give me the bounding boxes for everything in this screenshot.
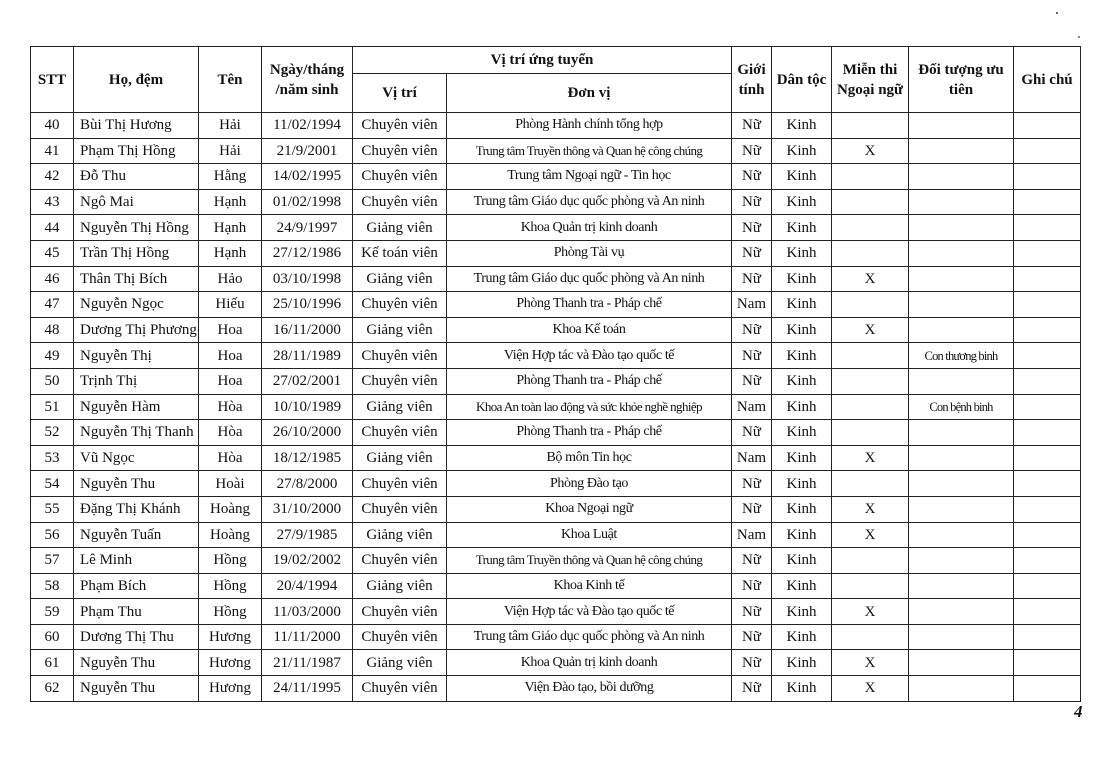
header-vi-tri-ung-tuyen: Vị trí ứng tuyển [353, 47, 732, 74]
cell-ghi-chu [1014, 445, 1081, 471]
table-row [31, 266, 1081, 292]
cell-don-vi: Trung tâm Truyền thông và Quan hệ công chúng [447, 548, 732, 574]
cell-vi-tri: Chuyên viên [353, 368, 447, 394]
cell-mien-thi: X [832, 138, 909, 164]
cell-doi-tuong [909, 624, 1014, 650]
header-stt: STT [31, 47, 74, 113]
table-row [31, 164, 1081, 190]
cell-ten: Hồng [199, 548, 262, 574]
cell-gioi-tinh: Nam [732, 292, 772, 318]
cell-vi-tri: Chuyên viên [353, 292, 447, 318]
cell-ngay-sinh: 21/9/2001 [262, 138, 353, 164]
cell-ho-dem: Nguyễn Ngọc [74, 292, 199, 318]
cell-mien-thi: X [832, 496, 909, 522]
cell-ngay-sinh: 03/10/1998 [262, 266, 353, 292]
cell-mien-thi: X [832, 266, 909, 292]
cell-don-vi: Viện Hợp tác và Đào tạo quốc tế [447, 599, 732, 625]
cell-vi-tri: Chuyên viên [353, 471, 447, 497]
cell-doi-tuong: Con thương binh [909, 343, 1014, 369]
cell-ngay-sinh: 27/02/2001 [262, 368, 353, 394]
cell-dan-toc: Kinh [772, 343, 832, 369]
cell-ghi-chu [1014, 138, 1081, 164]
cell-ngay-sinh: 11/03/2000 [262, 599, 353, 625]
cell-ghi-chu [1014, 240, 1081, 266]
cell-ho-dem: Đặng Thị Khánh [74, 496, 199, 522]
cell-stt: 55 [31, 496, 74, 522]
table-row [31, 113, 1081, 139]
table-row [31, 240, 1081, 266]
cell-mien-thi [832, 189, 909, 215]
cell-ho-dem: Nguyễn Thu [74, 676, 199, 702]
cell-doi-tuong [909, 266, 1014, 292]
cell-gioi-tinh: Nữ [732, 368, 772, 394]
cell-ngay-sinh: 21/11/1987 [262, 650, 353, 676]
header-mien-thi: Miễn thi Ngoại ngữ [832, 47, 909, 113]
cell-ngay-sinh: 19/02/2002 [262, 548, 353, 574]
table-row [31, 650, 1081, 676]
cell-vi-tri: Giảng viên [353, 266, 447, 292]
cell-ngay-sinh: 20/4/1994 [262, 573, 353, 599]
cell-don-vi: Phòng Hành chính tổng hợp [447, 113, 732, 139]
table-row [31, 522, 1081, 548]
cell-gioi-tinh: Nữ [732, 650, 772, 676]
table-row [31, 317, 1081, 343]
cell-ngay-sinh: 14/02/1995 [262, 164, 353, 190]
cell-ngay-sinh: 26/10/2000 [262, 420, 353, 446]
cell-ghi-chu [1014, 113, 1081, 139]
cell-don-vi: Phòng Thanh tra - Pháp chế [447, 420, 732, 446]
cell-doi-tuong: Con bệnh binh [909, 394, 1014, 420]
cell-ten: Hòa [199, 420, 262, 446]
cell-stt: 58 [31, 573, 74, 599]
cell-gioi-tinh: Nữ [732, 624, 772, 650]
cell-ten: Hương [199, 624, 262, 650]
cell-stt: 56 [31, 522, 74, 548]
cell-dan-toc: Kinh [772, 138, 832, 164]
cell-don-vi: Khoa Luật [447, 522, 732, 548]
cell-don-vi: Trung tâm Giáo dục quốc phòng và An ninh [447, 624, 732, 650]
cell-dan-toc: Kinh [772, 573, 832, 599]
cell-stt: 62 [31, 676, 74, 702]
cell-ho-dem: Dương Thị Phương [74, 317, 199, 343]
cell-gioi-tinh: Nữ [732, 573, 772, 599]
cell-mien-thi [832, 215, 909, 241]
scan-speck [1078, 36, 1080, 38]
cell-vi-tri: Giảng viên [353, 215, 447, 241]
cell-gioi-tinh: Nam [732, 394, 772, 420]
cell-mien-thi: X [832, 522, 909, 548]
table-row [31, 445, 1081, 471]
cell-ho-dem: Lê Minh [74, 548, 199, 574]
cell-don-vi: Trung tâm Giáo dục quốc phòng và An ninh [447, 266, 732, 292]
cell-don-vi: Viện Đào tạo, bồi dưỡng [447, 676, 732, 702]
cell-vi-tri: Giảng viên [353, 573, 447, 599]
cell-stt: 41 [31, 138, 74, 164]
cell-ngay-sinh: 01/02/1998 [262, 189, 353, 215]
cell-vi-tri: Chuyên viên [353, 138, 447, 164]
cell-ho-dem: Phạm Thu [74, 599, 199, 625]
cell-dan-toc: Kinh [772, 240, 832, 266]
cell-doi-tuong [909, 599, 1014, 625]
cell-gioi-tinh: Nữ [732, 599, 772, 625]
cell-stt: 50 [31, 368, 74, 394]
cell-dan-toc: Kinh [772, 189, 832, 215]
cell-ten: Hảo [199, 266, 262, 292]
cell-dan-toc: Kinh [772, 317, 832, 343]
cell-ho-dem: Nguyễn Thu [74, 650, 199, 676]
cell-doi-tuong [909, 164, 1014, 190]
cell-mien-thi [832, 420, 909, 446]
cell-dan-toc: Kinh [772, 368, 832, 394]
cell-dan-toc: Kinh [772, 599, 832, 625]
header-ngay-sinh: Ngày/tháng /năm sinh [262, 47, 353, 113]
cell-stt: 57 [31, 548, 74, 574]
cell-ghi-chu [1014, 573, 1081, 599]
cell-ghi-chu [1014, 368, 1081, 394]
cell-mien-thi: X [832, 445, 909, 471]
cell-ho-dem: Nguyễn Thị Hồng [74, 215, 199, 241]
cell-ghi-chu [1014, 164, 1081, 190]
table-row [31, 496, 1081, 522]
cell-ho-dem: Trần Thị Hồng [74, 240, 199, 266]
cell-mien-thi [832, 624, 909, 650]
cell-dan-toc: Kinh [772, 496, 832, 522]
cell-ngay-sinh: 24/9/1997 [262, 215, 353, 241]
cell-don-vi: Khoa Quản trị kinh doanh [447, 215, 732, 241]
cell-gioi-tinh: Nữ [732, 266, 772, 292]
cell-ghi-chu [1014, 471, 1081, 497]
cell-vi-tri: Chuyên viên [353, 420, 447, 446]
cell-ho-dem: Nguyễn Thị [74, 343, 199, 369]
cell-don-vi: Khoa Kinh tế [447, 573, 732, 599]
cell-doi-tuong [909, 676, 1014, 702]
cell-doi-tuong [909, 368, 1014, 394]
cell-gioi-tinh: Nữ [732, 343, 772, 369]
cell-vi-tri: Chuyên viên [353, 548, 447, 574]
cell-ho-dem: Nguyễn Hàm [74, 394, 199, 420]
cell-stt: 61 [31, 650, 74, 676]
cell-vi-tri: Chuyên viên [353, 624, 447, 650]
cell-stt: 47 [31, 292, 74, 318]
cell-ten: Hạnh [199, 189, 262, 215]
cell-doi-tuong [909, 317, 1014, 343]
cell-mien-thi [832, 368, 909, 394]
cell-stt: 46 [31, 266, 74, 292]
cell-don-vi: Phòng Thanh tra - Pháp chế [447, 368, 732, 394]
cell-doi-tuong [909, 445, 1014, 471]
cell-stt: 60 [31, 624, 74, 650]
cell-gioi-tinh: Nữ [732, 113, 772, 139]
page-number: 4 [1074, 702, 1083, 721]
cell-ghi-chu [1014, 420, 1081, 446]
cell-gioi-tinh: Nữ [732, 138, 772, 164]
table-row [31, 138, 1081, 164]
cell-mien-thi: X [832, 676, 909, 702]
cell-vi-tri: Chuyên viên [353, 164, 447, 190]
cell-ngay-sinh: 24/11/1995 [262, 676, 353, 702]
cell-mien-thi [832, 292, 909, 318]
cell-mien-thi [832, 164, 909, 190]
cell-vi-tri: Chuyên viên [353, 189, 447, 215]
cell-stt: 52 [31, 420, 74, 446]
cell-stt: 43 [31, 189, 74, 215]
header-doi-tuong: Đối tượng ưu tiên [909, 47, 1014, 113]
cell-stt: 51 [31, 394, 74, 420]
cell-don-vi: Phòng Thanh tra - Pháp chế [447, 292, 732, 318]
table-row [31, 471, 1081, 497]
cell-vi-tri: Giảng viên [353, 522, 447, 548]
cell-ghi-chu [1014, 266, 1081, 292]
cell-vi-tri: Chuyên viên [353, 113, 447, 139]
cell-gioi-tinh: Nữ [732, 471, 772, 497]
candidate-table [30, 46, 1081, 702]
cell-dan-toc: Kinh [772, 676, 832, 702]
cell-dan-toc: Kinh [772, 445, 832, 471]
cell-ngay-sinh: 11/02/1994 [262, 113, 353, 139]
header-dan-toc: Dân tộc [772, 47, 832, 113]
cell-dan-toc: Kinh [772, 548, 832, 574]
cell-ghi-chu [1014, 496, 1081, 522]
cell-ten: Hồng [199, 573, 262, 599]
cell-doi-tuong [909, 292, 1014, 318]
scan-speck [1056, 12, 1058, 14]
cell-ho-dem: Nguyễn Thu [74, 471, 199, 497]
cell-ghi-chu [1014, 599, 1081, 625]
cell-don-vi: Bộ môn Tin học [447, 445, 732, 471]
cell-stt: 54 [31, 471, 74, 497]
cell-gioi-tinh: Nữ [732, 189, 772, 215]
cell-ten: Hạnh [199, 215, 262, 241]
table-row [31, 548, 1081, 574]
cell-stt: 40 [31, 113, 74, 139]
table-row [31, 368, 1081, 394]
table-row [31, 394, 1081, 420]
cell-gioi-tinh: Nữ [732, 420, 772, 446]
cell-doi-tuong [909, 548, 1014, 574]
cell-ten: Hòa [199, 445, 262, 471]
cell-ten: Hương [199, 650, 262, 676]
cell-don-vi: Phòng Tài vụ [447, 240, 732, 266]
cell-don-vi: Khoa Quản trị kinh doanh [447, 650, 732, 676]
cell-ghi-chu [1014, 522, 1081, 548]
cell-ho-dem: Đỗ Thu [74, 164, 199, 190]
cell-ghi-chu [1014, 676, 1081, 702]
cell-vi-tri: Giảng viên [353, 394, 447, 420]
cell-ten: Hoàng [199, 522, 262, 548]
cell-ho-dem: Trịnh Thị [74, 368, 199, 394]
cell-gioi-tinh: Nam [732, 445, 772, 471]
table-row [31, 624, 1081, 650]
cell-doi-tuong [909, 573, 1014, 599]
cell-gioi-tinh: Nữ [732, 496, 772, 522]
cell-dan-toc: Kinh [772, 522, 832, 548]
cell-stt: 59 [31, 599, 74, 625]
cell-gioi-tinh: Nữ [732, 164, 772, 190]
cell-doi-tuong [909, 215, 1014, 241]
cell-mien-thi [832, 240, 909, 266]
cell-mien-thi: X [832, 650, 909, 676]
cell-ngay-sinh: 16/11/2000 [262, 317, 353, 343]
cell-ho-dem: Nguyễn Tuấn [74, 522, 199, 548]
cell-gioi-tinh: Nữ [732, 215, 772, 241]
cell-mien-thi [832, 343, 909, 369]
cell-doi-tuong [909, 138, 1014, 164]
cell-dan-toc: Kinh [772, 266, 832, 292]
cell-ngay-sinh: 18/12/1985 [262, 445, 353, 471]
cell-don-vi: Trung tâm Truyền thông và Quan hệ công chúng [447, 138, 732, 164]
cell-ghi-chu [1014, 343, 1081, 369]
cell-mien-thi [832, 548, 909, 574]
cell-gioi-tinh: Nữ [732, 317, 772, 343]
table-row [31, 343, 1081, 369]
cell-vi-tri: Chuyên viên [353, 599, 447, 625]
cell-ho-dem: Phạm Thị Hồng [74, 138, 199, 164]
cell-ghi-chu [1014, 317, 1081, 343]
table-row [31, 573, 1081, 599]
cell-ten: Hoàng [199, 496, 262, 522]
cell-ngay-sinh: 28/11/1989 [262, 343, 353, 369]
cell-vi-tri: Chuyên viên [353, 496, 447, 522]
header-ho-dem: Họ, đệm [74, 47, 199, 113]
cell-stt: 44 [31, 215, 74, 241]
cell-ten: Hương [199, 676, 262, 702]
header-don-vi: Đơn vị [447, 74, 732, 113]
cell-ngay-sinh: 31/10/2000 [262, 496, 353, 522]
cell-ngay-sinh: 10/10/1989 [262, 394, 353, 420]
cell-gioi-tinh: Nữ [732, 548, 772, 574]
cell-vi-tri: Giảng viên [353, 650, 447, 676]
cell-stt: 48 [31, 317, 74, 343]
cell-don-vi: Khoa Kế toán [447, 317, 732, 343]
table-row [31, 292, 1081, 318]
cell-vi-tri: Giảng viên [353, 445, 447, 471]
cell-stt: 42 [31, 164, 74, 190]
cell-vi-tri: Chuyên viên [353, 343, 447, 369]
cell-doi-tuong [909, 471, 1014, 497]
cell-dan-toc: Kinh [772, 113, 832, 139]
header-gioi-tinh: Giới tính [732, 47, 772, 113]
cell-mien-thi: X [832, 599, 909, 625]
cell-dan-toc: Kinh [772, 394, 832, 420]
cell-dan-toc: Kinh [772, 471, 832, 497]
cell-ten: Hoài [199, 471, 262, 497]
cell-ghi-chu [1014, 189, 1081, 215]
cell-don-vi: Khoa An toàn lao động và sức khỏe nghề nghiệp [447, 394, 732, 420]
cell-ghi-chu [1014, 548, 1081, 574]
cell-dan-toc: Kinh [772, 420, 832, 446]
cell-ho-dem: Ngô Mai [74, 189, 199, 215]
cell-stt: 53 [31, 445, 74, 471]
cell-vi-tri: Kế toán viên [353, 240, 447, 266]
cell-ngay-sinh: 27/12/1986 [262, 240, 353, 266]
cell-ngay-sinh: 25/10/1996 [262, 292, 353, 318]
cell-ten: Hiếu [199, 292, 262, 318]
cell-dan-toc: Kinh [772, 215, 832, 241]
cell-ten: Hạnh [199, 240, 262, 266]
cell-ho-dem: Nguyễn Thị Thanh [74, 420, 199, 446]
cell-dan-toc: Kinh [772, 292, 832, 318]
header-vi-tri: Vị trí [353, 74, 447, 113]
cell-ho-dem: Bùi Thị Hương [74, 113, 199, 139]
table-row [31, 189, 1081, 215]
cell-don-vi: Trung tâm Giáo dục quốc phòng và An ninh [447, 189, 732, 215]
table-row [31, 215, 1081, 241]
cell-ngay-sinh: 27/9/1985 [262, 522, 353, 548]
cell-ten: Hòa [199, 394, 262, 420]
cell-doi-tuong [909, 189, 1014, 215]
cell-ten: Hồng [199, 599, 262, 625]
cell-ten: Hải [199, 138, 262, 164]
cell-doi-tuong [909, 113, 1014, 139]
cell-ten: Hoa [199, 368, 262, 394]
cell-doi-tuong [909, 240, 1014, 266]
cell-mien-thi: X [832, 317, 909, 343]
cell-doi-tuong [909, 650, 1014, 676]
cell-ho-dem: Dương Thị Thu [74, 624, 199, 650]
cell-doi-tuong [909, 522, 1014, 548]
header-ten: Tên [199, 47, 262, 113]
cell-ten: Hoa [199, 343, 262, 369]
cell-ten: Hải [199, 113, 262, 139]
cell-ten: Hoa [199, 317, 262, 343]
cell-stt: 45 [31, 240, 74, 266]
cell-stt: 49 [31, 343, 74, 369]
cell-ghi-chu [1014, 650, 1081, 676]
cell-gioi-tinh: Nữ [732, 240, 772, 266]
table-row [31, 420, 1081, 446]
cell-ho-dem: Phạm Bích [74, 573, 199, 599]
cell-ghi-chu [1014, 394, 1081, 420]
cell-don-vi: Khoa Ngoại ngữ [447, 496, 732, 522]
cell-ngay-sinh: 11/11/2000 [262, 624, 353, 650]
cell-doi-tuong [909, 496, 1014, 522]
cell-doi-tuong [909, 420, 1014, 446]
cell-ho-dem: Thân Thị Bích [74, 266, 199, 292]
cell-dan-toc: Kinh [772, 650, 832, 676]
cell-mien-thi [832, 113, 909, 139]
table-row [31, 599, 1081, 625]
cell-ghi-chu [1014, 215, 1081, 241]
cell-dan-toc: Kinh [772, 164, 832, 190]
cell-don-vi: Trung tâm Ngoại ngữ - Tin học [447, 164, 732, 190]
cell-dan-toc: Kinh [772, 624, 832, 650]
cell-vi-tri: Giảng viên [353, 317, 447, 343]
cell-don-vi: Phòng Đào tạo [447, 471, 732, 497]
cell-ho-dem: Vũ Ngọc [74, 445, 199, 471]
cell-mien-thi [832, 394, 909, 420]
cell-vi-tri: Chuyên viên [353, 676, 447, 702]
cell-mien-thi [832, 471, 909, 497]
cell-gioi-tinh: Nam [732, 522, 772, 548]
cell-ngay-sinh: 27/8/2000 [262, 471, 353, 497]
header-ghi-chu: Ghi chú [1014, 47, 1081, 113]
cell-gioi-tinh: Nữ [732, 676, 772, 702]
cell-ghi-chu [1014, 624, 1081, 650]
table-row [31, 676, 1081, 702]
cell-mien-thi [832, 573, 909, 599]
cell-don-vi: Viện Hợp tác và Đào tạo quốc tế [447, 343, 732, 369]
cell-ten: Hằng [199, 164, 262, 190]
cell-ghi-chu [1014, 292, 1081, 318]
